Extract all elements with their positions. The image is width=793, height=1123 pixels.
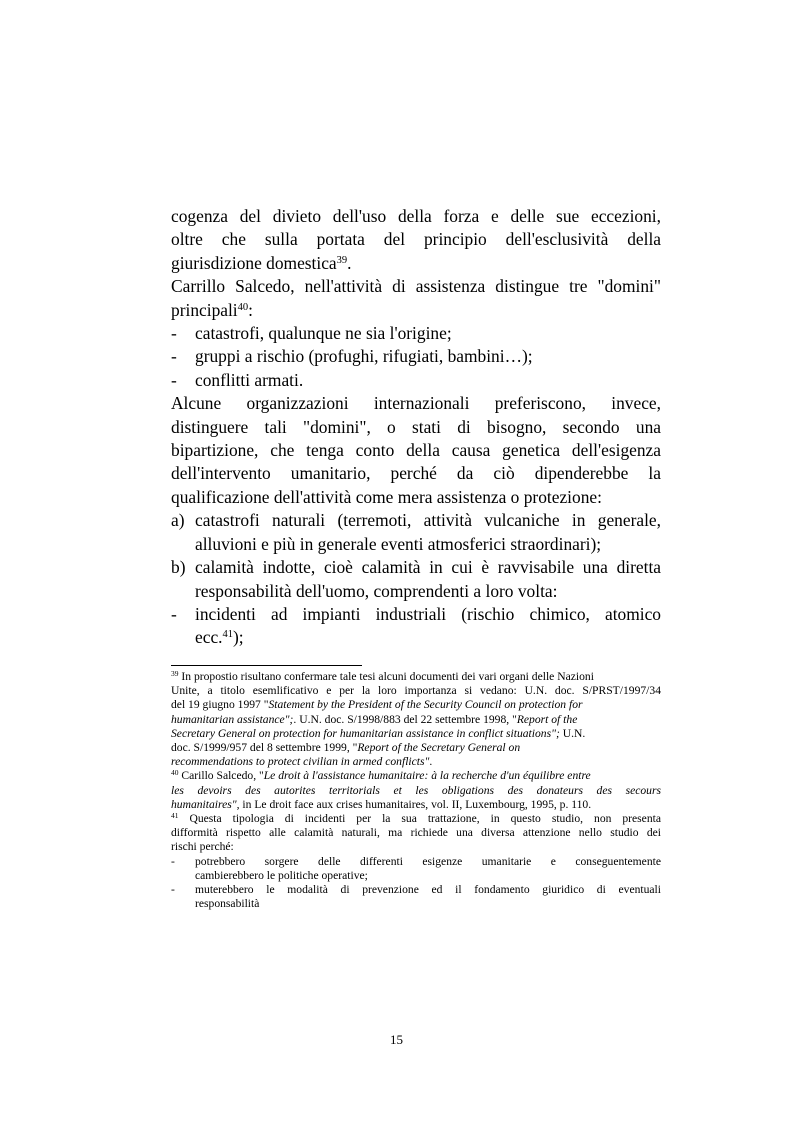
footnote-line: doc. S/1999/957 del 8 settembre 1999, "Report of the Secretary General on <box>171 741 521 755</box>
body-line: responsabilità dell'uomo, comprendenti a loro volta: <box>195 580 558 601</box>
body-text <box>171 205 661 650</box>
footnote-line: cambierebbero le politiche operative; <box>195 868 368 882</box>
footnote-39: $^{39}$ In propostio risultano confermare tale tesi alcuni documenti dei vari organi delle Nazioni <box>171 669 594 683</box>
footnote-line: Secretary General on protection for humanitarian assistance in conflict situations"; U.N. <box>171 726 586 740</box>
body-line: oltre che sulla portata del principio dell'esclusività della <box>171 229 661 250</box>
body-line: alluvioni e più in generale eventi atmosferici straordinari); <box>195 533 602 554</box>
footnote-line: humanitarian assistance";. U.N. doc. S/1998/883 del 22 settembre 1998, "Report of the <box>171 712 578 726</box>
footnote-line: humanitaires", in Le droit face aux crises humanitaires, vol. II, Luxembourg, 1995, p. 110. <box>171 797 592 811</box>
footnote-list-item: - muterebbero le modalità di prevenzione ed il fondamento giuridico di eventuali <box>171 883 661 897</box>
list-item: - gruppi a rischio (profughi, rifugiati, bambini…); <box>171 346 533 367</box>
footnote-ref-40[interactable]: 40 <box>237 301 249 313</box>
footnote-line: del 19 giugno 1997 "Statement by the President of the Security Council on protection for <box>171 698 583 712</box>
page-number: 15 <box>390 1032 403 1047</box>
body-line: qualificazione dell'attività come mera assistenza o protezione: <box>171 486 602 507</box>
footnotes <box>171 670 661 911</box>
footnote-41: $^{41}$ Questa tipologia di incidenti per la sua trattazione, in questo studio, non presenta <box>171 811 661 826</box>
body-line: Carrillo Salcedo, nell'attività di assistenza distingue tre "domini" <box>171 276 661 297</box>
footnote-line: recommendations to protect civilian in armed conflicts". <box>171 755 433 769</box>
footnote-list-item: - potrebbero sorgere delle differenti esigenze umanitarie e conseguentemente <box>171 854 661 868</box>
footnote-line: rischi perché: <box>171 840 234 854</box>
footnote-line: Unite, a titolo esemlificativo e per la loro importanza si vedano: U.N. doc. S/PRST/1997/34 <box>171 684 661 698</box>
footnote-ref-41[interactable]: 41 <box>222 629 234 641</box>
list-item: - catastrofi, qualunque ne sia l'origine; <box>171 323 452 344</box>
body-line: cogenza del divieto dell'uso della forza e delle sue eccezioni, <box>171 206 661 226</box>
body-line: dell'intervento umanitario, perché da ciò dipenderebbe la <box>171 463 661 484</box>
body-line: principali$^{40}$: <box>171 299 253 320</box>
footnote-line: difformità rispetto alle calamità naturali, ma richiede una diversa attenzione nello studio dei <box>171 826 661 840</box>
list-item-a: a) catastrofi naturali (terremoti, attività vulcaniche in generale, <box>171 510 661 531</box>
footnote-line: responsabilità <box>195 897 260 911</box>
body-line: giurisdizione domestica$^{39}$. <box>171 252 352 273</box>
body-line: ecc.$^{41}$); <box>195 627 244 648</box>
body-line: Alcune organizzazioni internazionali preferiscono, invece, <box>171 393 661 414</box>
footnote-ref-39[interactable]: 39 <box>336 254 348 266</box>
footnote-40: $^{40}$ Carillo Salcedo, "Le droit à l'assistance humanitaire: à la recherche d'un équilibre entre <box>171 768 591 783</box>
footnote-line: les devoirs des autorites territorials et les obligations des donateurs des secours <box>171 783 661 797</box>
list-item: - incidenti ad impianti industriali (rischio chimico, atomico <box>171 603 661 624</box>
body-line: distinguere tali "domini", o stati di bisogno, secondo una <box>171 416 661 437</box>
list-item: - conflitti armati. <box>171 369 304 390</box>
footnote-separator <box>171 665 362 666</box>
list-item-b: b) calamità indotte, cioè calamità in cui è ravvisabile una diretta <box>171 557 661 578</box>
body-line: bipartizione, che tenga conto della causa genetica dell'esigenza <box>171 440 661 461</box>
